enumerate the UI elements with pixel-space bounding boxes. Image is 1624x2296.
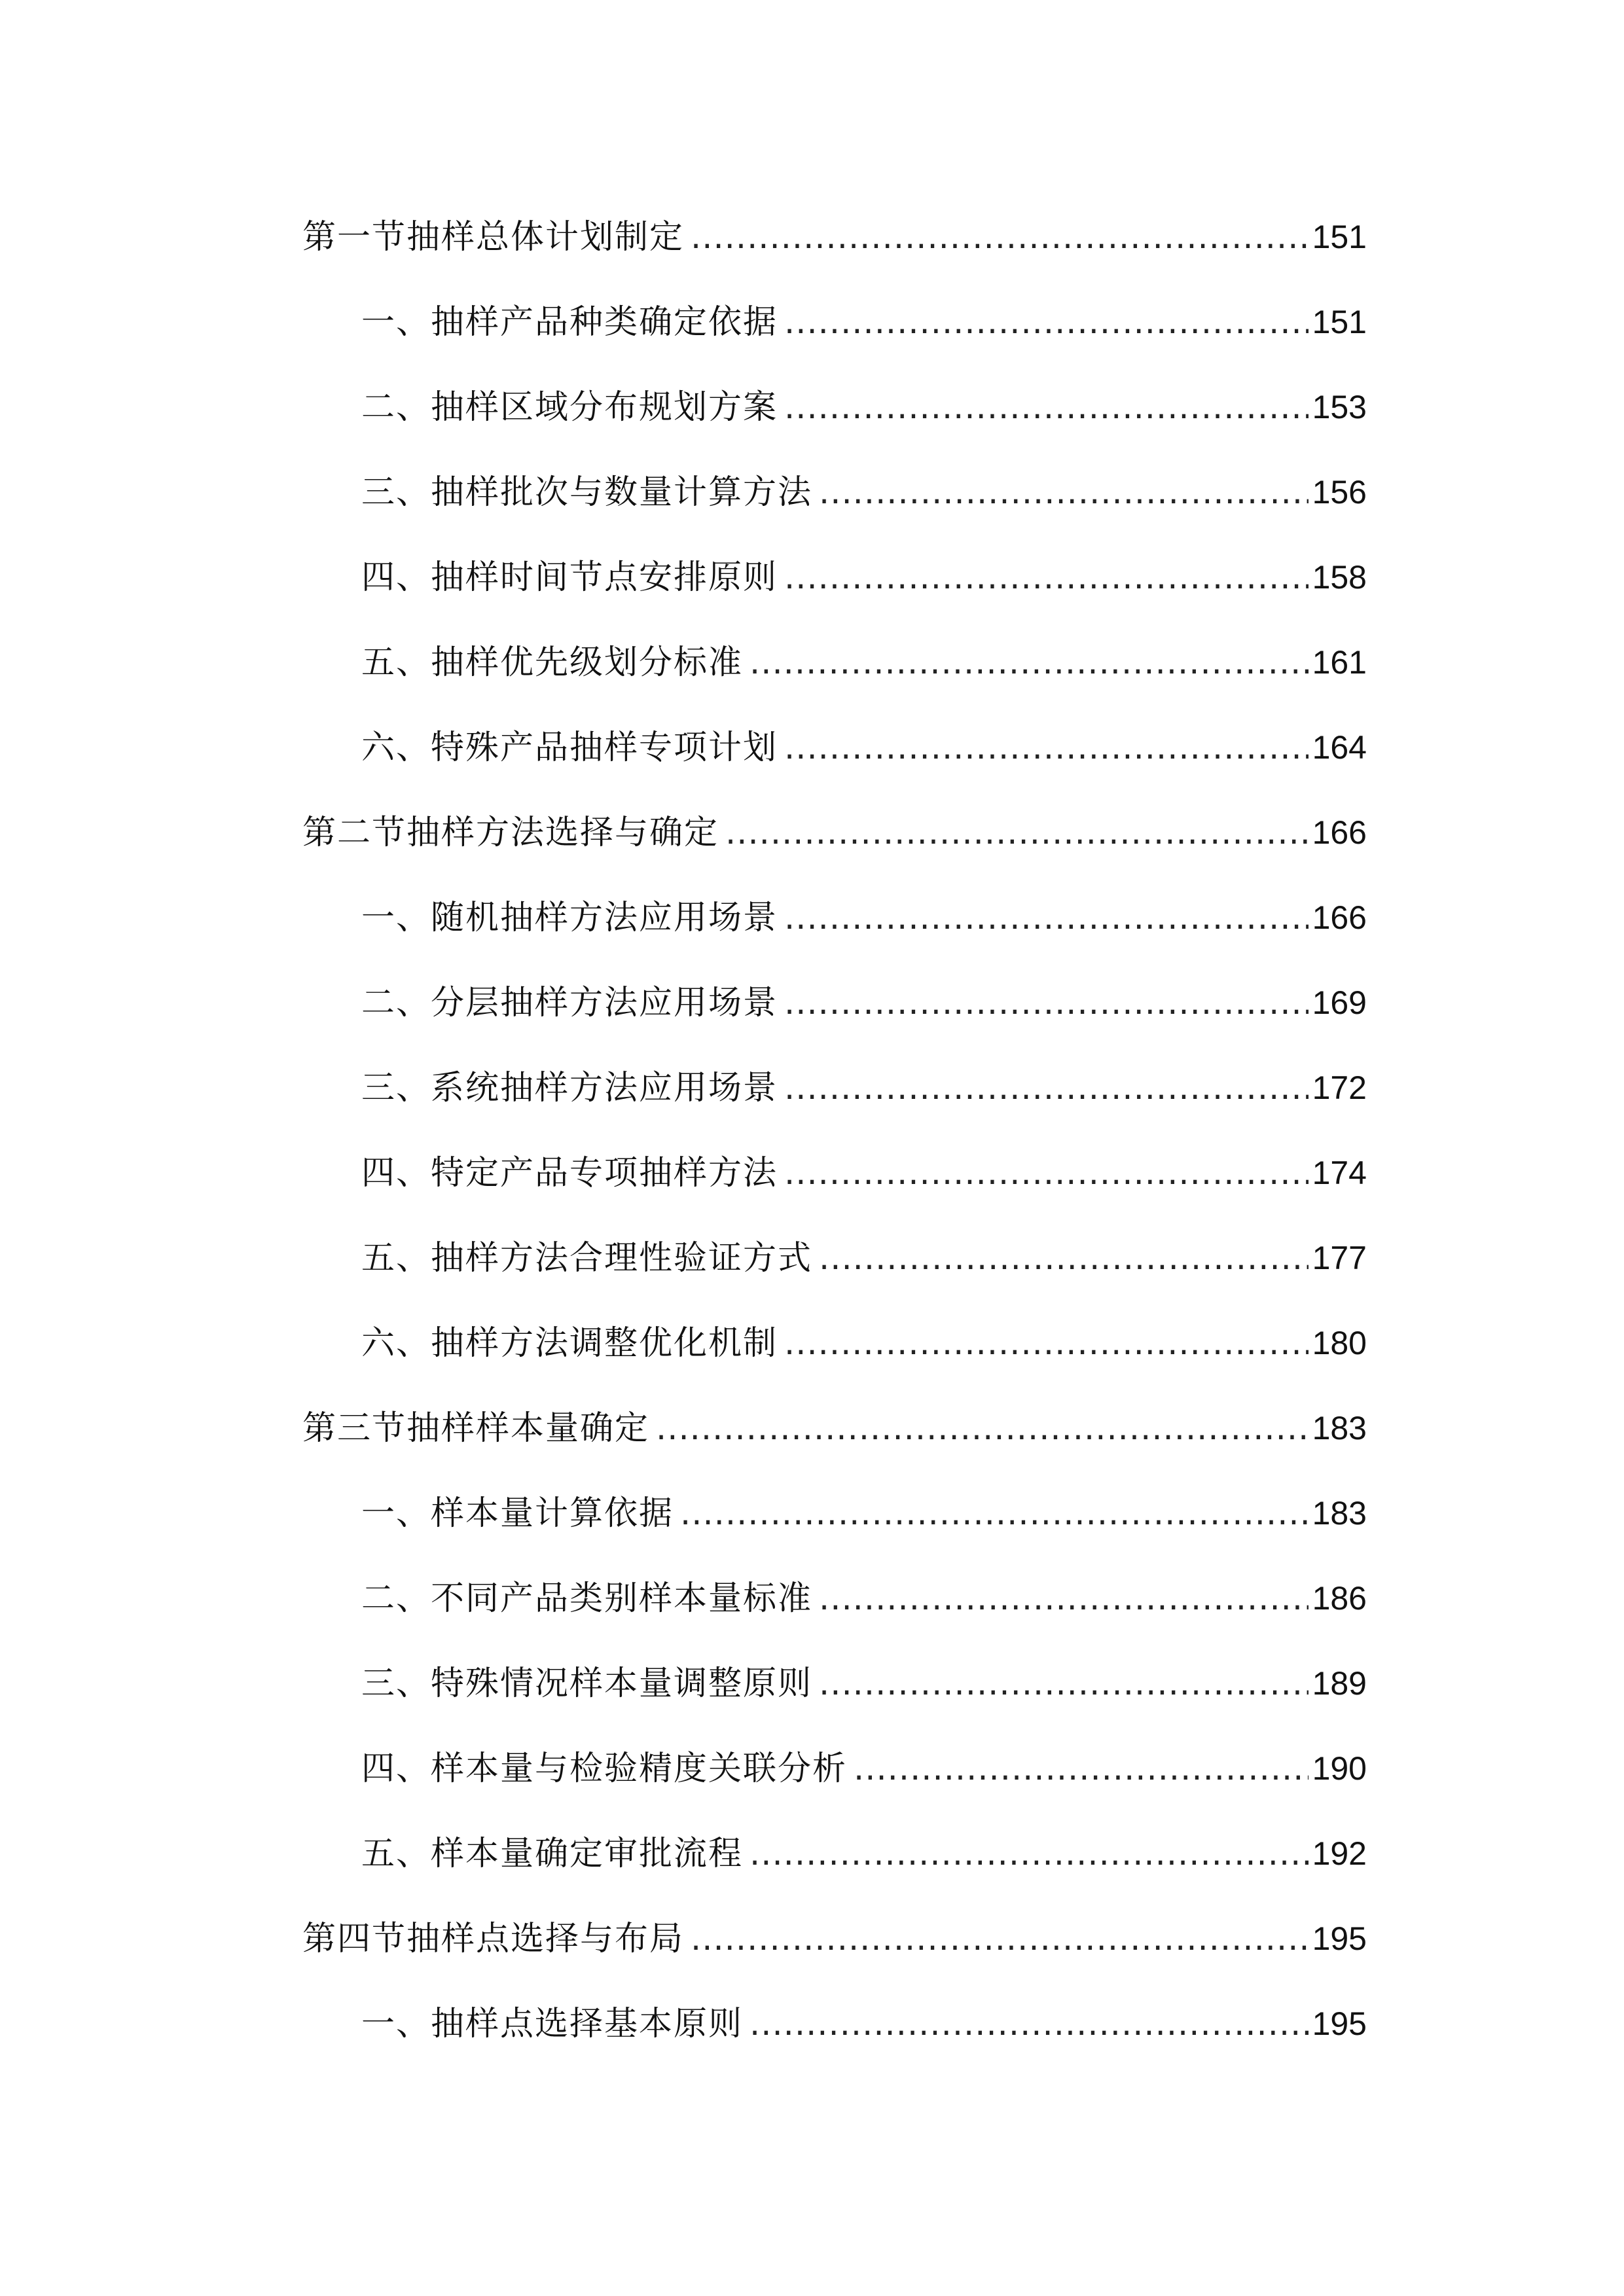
toc-entry-title: 四、特定产品专项抽样方法 bbox=[361, 1154, 778, 1193]
toc-entry-subsection[interactable] bbox=[361, 636, 1367, 689]
toc-page-number: 151 bbox=[1312, 304, 1367, 340]
toc-dot-leader bbox=[725, 807, 1308, 859]
toc-entry-title: 五、抽样方法合理性验证方式 bbox=[361, 1239, 813, 1278]
toc-dot-leader bbox=[784, 552, 1308, 604]
toc-page-number: 190 bbox=[1312, 1750, 1367, 1787]
toc-dot-leader bbox=[819, 1573, 1308, 1625]
toc-entry-subsection[interactable] bbox=[361, 891, 1367, 944]
toc-entry-subsection[interactable] bbox=[361, 1317, 1367, 1369]
toc-entry-title: 三、系统抽样方法应用场景 bbox=[361, 1069, 778, 1107]
toc-dot-leader bbox=[749, 637, 1308, 689]
toc-entry-subsection[interactable] bbox=[361, 721, 1367, 774]
toc-dot-leader bbox=[784, 1318, 1308, 1370]
toc-entry-title: 四、抽样时间节点安排原则 bbox=[361, 558, 778, 597]
toc-dot-leader bbox=[784, 722, 1308, 774]
toc-dot-leader bbox=[749, 1828, 1308, 1880]
toc-page-number: 177 bbox=[1312, 1240, 1367, 1276]
toc-entry-section[interactable] bbox=[302, 806, 1367, 859]
toc-entry-subsection[interactable] bbox=[361, 1232, 1367, 1284]
toc-entry-title: 第二节抽样方法选择与确定 bbox=[302, 814, 719, 852]
toc-entry-title: 五、抽样优先级划分标准 bbox=[361, 643, 744, 682]
toc-page-number: 156 bbox=[1312, 474, 1367, 511]
toc-page-number: 169 bbox=[1312, 984, 1367, 1021]
toc-dot-leader bbox=[691, 211, 1308, 264]
toc-entry-subsection[interactable] bbox=[361, 1827, 1367, 1880]
toc-entry-title: 二、不同产品类别样本量标准 bbox=[361, 1579, 813, 1618]
toc-page-number: 183 bbox=[1312, 1410, 1367, 1446]
toc-page-number: 161 bbox=[1312, 644, 1367, 681]
toc-entry-subsection[interactable] bbox=[361, 1657, 1367, 1710]
toc-entry-title: 一、抽样产品种类确定依据 bbox=[361, 303, 778, 342]
toc-entry-subsection[interactable] bbox=[361, 551, 1367, 603]
toc-dot-leader bbox=[819, 1658, 1308, 1710]
toc-entry-title: 五、样本量确定审批流程 bbox=[361, 1835, 744, 1873]
toc-page-number: 172 bbox=[1312, 1069, 1367, 1106]
toc-entry-title: 一、样本量计算依据 bbox=[361, 1494, 674, 1533]
toc-entry-subsection[interactable] bbox=[361, 466, 1367, 518]
toc-dot-leader bbox=[784, 382, 1308, 434]
toc-entry-subsection[interactable] bbox=[361, 1572, 1367, 1624]
toc-page-number: 189 bbox=[1312, 1665, 1367, 1702]
toc-page-number: 153 bbox=[1312, 389, 1367, 425]
toc-dot-leader bbox=[784, 977, 1308, 1030]
toc-dot-leader bbox=[819, 1232, 1308, 1285]
toc-entry-title: 二、抽样区域分布规划方案 bbox=[361, 388, 778, 427]
toc-page-number: 186 bbox=[1312, 1580, 1367, 1617]
toc-entry-section[interactable] bbox=[302, 211, 1367, 263]
toc-page-number: 164 bbox=[1312, 729, 1367, 766]
toc-dot-leader bbox=[784, 1062, 1308, 1115]
toc-dot-leader bbox=[854, 1743, 1308, 1795]
toc-page-number: 183 bbox=[1312, 1495, 1367, 1532]
toc-entry-subsection[interactable] bbox=[361, 1742, 1367, 1795]
toc-entry-title: 一、随机抽样方法应用场景 bbox=[361, 899, 778, 937]
toc-page-number: 192 bbox=[1312, 1835, 1367, 1872]
toc-entry-subsection[interactable] bbox=[361, 1062, 1367, 1114]
toc-entry-title: 三、特殊情况样本量调整原则 bbox=[361, 1664, 813, 1703]
toc-page-number: 180 bbox=[1312, 1325, 1367, 1361]
toc-dot-leader bbox=[784, 1147, 1308, 1200]
toc-entry-title: 一、抽样点选择基本原则 bbox=[361, 2005, 744, 2043]
toc-dot-leader bbox=[656, 1403, 1308, 1455]
toc-entry-title: 第一节抽样总体计划制定 bbox=[302, 218, 685, 257]
toc-entry-title: 第四节抽样点选择与布局 bbox=[302, 1920, 685, 1958]
toc-dot-leader bbox=[749, 1998, 1308, 2051]
toc-page-number: 166 bbox=[1312, 814, 1367, 851]
toc-page-number: 158 bbox=[1312, 559, 1367, 596]
toc-dot-leader bbox=[784, 296, 1308, 349]
toc-entry-title: 四、样本量与检验精度关联分析 bbox=[361, 1749, 848, 1788]
toc-page-number: 195 bbox=[1312, 1920, 1367, 1957]
toc-dot-leader bbox=[680, 1488, 1308, 1540]
toc-page-number: 166 bbox=[1312, 899, 1367, 936]
toc-entry-subsection[interactable] bbox=[361, 977, 1367, 1029]
toc-entry-subsection[interactable] bbox=[361, 1147, 1367, 1199]
toc-dot-leader bbox=[784, 892, 1308, 944]
toc-dot-leader bbox=[691, 1913, 1308, 1965]
toc-entry-title: 二、分层抽样方法应用场景 bbox=[361, 984, 778, 1022]
toc-entry-title: 第三节抽样样本量确定 bbox=[302, 1409, 650, 1448]
toc-entry-section[interactable] bbox=[302, 1402, 1367, 1454]
toc-dot-leader bbox=[819, 467, 1308, 519]
toc-entry-title: 三、抽样批次与数量计算方法 bbox=[361, 473, 813, 512]
toc-page-number: 174 bbox=[1312, 1155, 1367, 1191]
toc-entry-title: 六、抽样方法调整优化机制 bbox=[361, 1324, 778, 1363]
toc-entry-subsection[interactable] bbox=[361, 1998, 1367, 2050]
toc-entry-subsection[interactable] bbox=[361, 296, 1367, 348]
toc-entry-section[interactable] bbox=[302, 1912, 1367, 1965]
toc-entry-subsection[interactable] bbox=[361, 1487, 1367, 1539]
toc-entry-title: 六、特殊产品抽样专项计划 bbox=[361, 728, 778, 767]
toc-page-number: 151 bbox=[1312, 219, 1367, 255]
toc-page-number: 195 bbox=[1312, 2005, 1367, 2042]
toc-entry-subsection[interactable] bbox=[361, 381, 1367, 433]
